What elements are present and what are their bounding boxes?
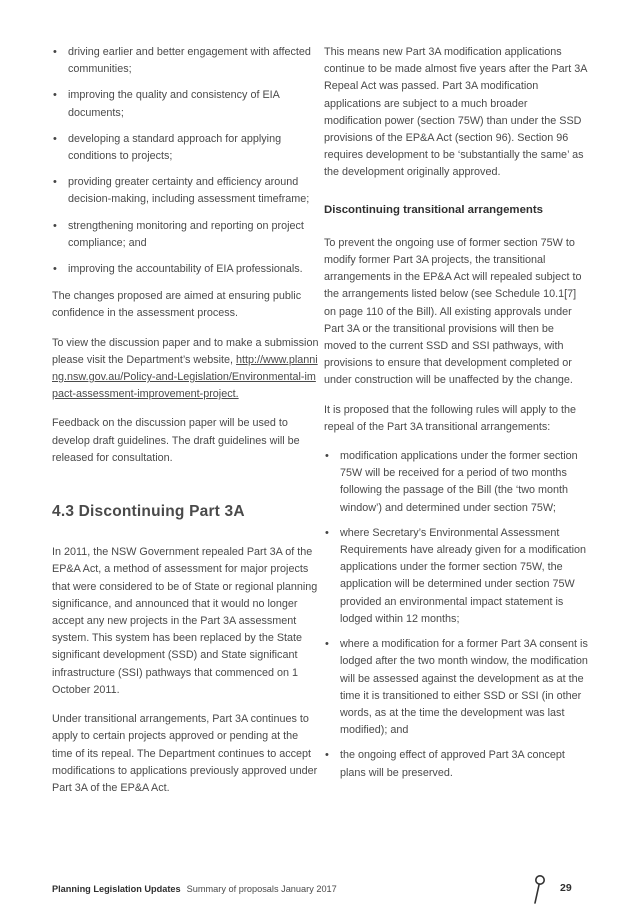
footer-title: Planning Legislation Updates [52,884,181,894]
list-item: • strengthening monitoring and reporting on project compliance; and [52,218,320,252]
paragraph: In 2011, the NSW Government repealed Part 3A of the EP&A Act, a method of assessment for major projects that were considered to be of State or regional planning significance, and announced that it would no longer accept any new projects in the Part 3A assessment system. This system has been replaced by the State significant development (SSD) and State significant infrastructure (SSI) pathways that commenced on 1 October 2011. [52,546,318,696]
paragraph: It is proposed that the following rules will apply to the repeal of the Part 3A transitional arrangements: [324,403,577,433]
list-item: • improving the quality and consistency of EIA documents; [52,87,320,121]
left-column [52,44,320,809]
list-item: • providing greater certainty and efficiency around decision-making, including assessment timeframe; [52,174,320,208]
page-footer [52,884,337,894]
list-item: • where a modification for a former Part 3A consent is lodged after the two month window, the modification will be assessed against the development as at the time it is transitioned to either SSD or SSI (in other words, as at the time the development was last modified); and [324,636,588,739]
paragraph [52,335,320,404]
footer-subtitle: Summary of proposals January 2017 [186,884,337,894]
paragraph: To prevent the ongoing use of former section 75W to modify former Part 3A projects, the transitional arrangements in the EP&A Act will repealed subject to the arrangements listed below (see Schedule 10.1[7] on page 110 of the Bill). All existing approvals under Part 3A or the transitional provisions will then be moved to the current SSD and SSI pathways, with provisions to ensure that development completed or under construction will be unaffected by the change. [324,236,582,387]
paragraph: Feedback on the discussion paper will be used to develop draft guidelines. The draft guidelines will be released for consultation. [52,417,300,464]
list-item: • modification applications under the former section 75W will be received for a period of two months following the passage of the Bill (the ‘two month window’) and determined under section 75W; [324,448,588,517]
subsection-heading: Discontinuing transitional arrangements [324,203,543,216]
list-item: • the ongoing effect of approved Part 3A concept plans will be preserved. [324,747,588,781]
list-item: • where Secretary’s Environmental Assessment Requirements have already given for a modification applications under the former section 75W, the application will be determined under section 75W provided an environmental impact statement is lodged within 12 months; [324,525,588,628]
paragraph: This means new Part 3A modification applications continue to be made almost five years after the Part 3A Repeal Act was passed. Part 3A modification applications are subject to a much broader modification power (section 75W) than under the SSD provisions of the EP&A Act (section 96). Section 96 requires development to be ‘substantially the same’ as the development originally approved. [324,46,587,179]
paragraph-text: To view the discussion paper and to make a submission please visit the Department’s website, [52,336,319,366]
list-item: • developing a standard approach for applying conditions to projects; [52,131,320,165]
paragraph: Under transitional arrangements, Part 3A continues to apply to certain projects approved or pending at the time of its repeal. The Department continues to accept modifications to applications previously approved under Part 3A of the EP&A Act. [52,713,318,794]
map-pin-icon [532,874,546,904]
paragraph: The changes proposed are aimed at ensuring public confidence in the assessment process. [52,290,302,320]
department-website-link[interactable]: http://www.planning.nsw.gov.au/Policy-and-Legislation/Environmental-impact-assessment-improvement-project. [52,353,318,401]
improvement-list [52,44,320,278]
list-item: • improving the accountability of EIA professionals. [52,261,320,278]
page-number: 29 [560,882,572,894]
right-column [324,44,588,790]
list-item: • driving earlier and better engagement with affected communities; [52,44,320,78]
rules-list [324,448,588,782]
section-heading: 4.3 Discontinuing Part 3A [52,503,245,521]
